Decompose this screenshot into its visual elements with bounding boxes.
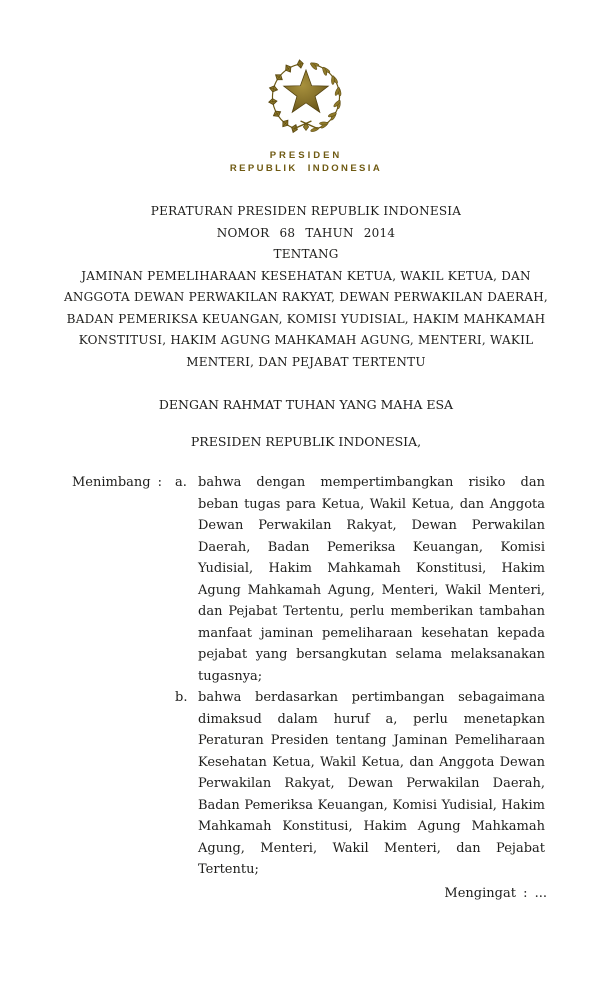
title-peraturan-line: PERATURAN PRESIDEN REPUBLIK INDONESIA bbox=[150, 204, 462, 218]
presidential-star-wreath-icon bbox=[258, 56, 354, 138]
motto-line: DENGAN RAHMAT TUHAN YANG MAHA ESA bbox=[158, 397, 454, 412]
considering-colon: : bbox=[157, 475, 163, 490]
item-marker: b. bbox=[175, 690, 188, 705]
considering-label-column bbox=[72, 472, 175, 881]
title-subject-line: KONSTITUSI, HAKIM AGUNG MAHKAMAH AGUNG, MENTERI, WAKIL bbox=[78, 333, 534, 347]
considering-section bbox=[72, 472, 612, 881]
item-marker: a. bbox=[175, 475, 187, 490]
considering-item-b bbox=[175, 687, 547, 881]
letterhead-emblem bbox=[0, 0, 612, 142]
considering-item-a bbox=[175, 472, 547, 687]
title-nomor-line: NOMOR 68 TAHUN 2014 bbox=[216, 225, 396, 240]
letterhead-republik-indonesia: REPUBLIK INDONESIA bbox=[229, 163, 383, 174]
title-subject-line: BADAN PEMERIKSA KEUANGAN, KOMISI YUDISIAL, HAKIM MAHKAMAH bbox=[66, 311, 546, 326]
item-text: bahwa berdasarkan pertimbangan sebagaimana dimaksud dalam huruf a, perlu menetapkan Peraturan Presiden tentang Jaminan Pemeliharaan Kesehatan Ketua, Wakil Ketua, dan Anggota Dewan Perwakilan Rakyat, Dewan Perwakilan Daerah, Badan Pemeriksa Keuangan, Komisi Yudisial, Hakim Mahkamah Konstitusi, Hakim Agung Mahkamah Agung, Menteri, Wakil Menteri, dan Pejabat Tertentu; bbox=[198, 690, 545, 877]
title-subject-line: JAMINAN PEMELIHARAAN KESEHATAN KETUA, WAKIL KETUA, DAN bbox=[81, 268, 531, 283]
title-subject-line: MENTERI, DAN PEJABAT TERTENTU bbox=[186, 354, 426, 369]
opening-salutation: PRESIDEN REPUBLIK INDONESIA, bbox=[190, 433, 422, 449]
regulation-title-block bbox=[0, 201, 612, 373]
catchword-mengingat: Mengingat : ... bbox=[444, 885, 547, 901]
considering-items bbox=[175, 472, 547, 881]
letterhead-presiden: PRESIDEN bbox=[269, 150, 343, 161]
item-text: bahwa dengan mempertimbangkan risiko dan beban tugas para Ketua, Wakil Ketua, dan Anggota Dewan Perwakilan Rakyat, Dewan Perwakilan Daerah, Badan Pemeriksa Keuangan, Komisi Yudisial, Hakim Mahkamah Konstitusi, Hakim Agung Mahkamah Agung, Menteri, Wakil Menteri, dan Pejabat Tertentu, perlu memberikan tambahan manfaat jaminan pemeliharaan kesehatan kepada pejabat yang bersangkutan selama melaksanakan tugasnya; bbox=[198, 475, 545, 684]
title-tentang-line: TENTANG bbox=[273, 247, 339, 261]
title-subject-line: ANGGOTA DEWAN PERWAKILAN RAKYAT, DEWAN PERWAKILAN DAERAH, bbox=[63, 290, 548, 304]
considering-label: Menimbang bbox=[72, 475, 151, 490]
letterhead bbox=[0, 150, 612, 175]
